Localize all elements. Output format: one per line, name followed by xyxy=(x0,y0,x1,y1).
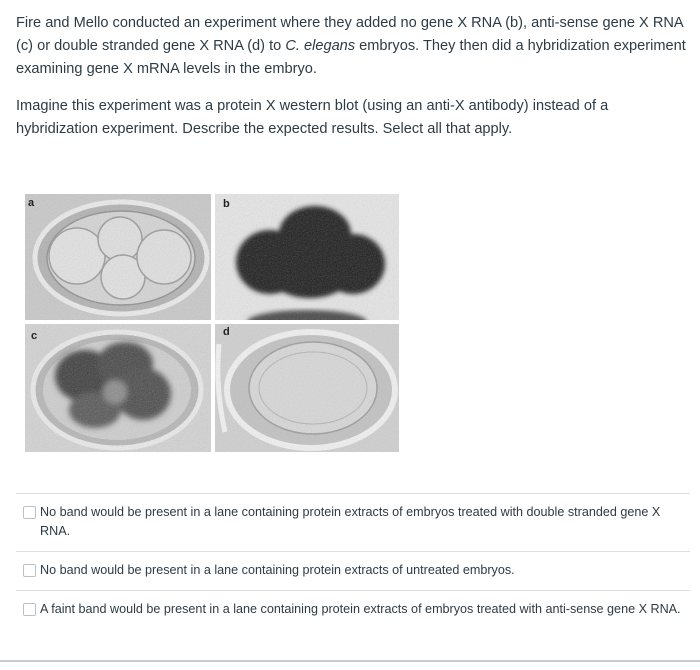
embryo-a-image xyxy=(25,194,211,320)
panel-label-c: c xyxy=(31,330,38,342)
panel-label-a: a xyxy=(28,197,35,209)
answer-label-2: No band would be present in a lane containing protein extracts of untreated embryos. xyxy=(40,563,515,577)
bottom-divider xyxy=(0,660,700,662)
embryo-d-image xyxy=(215,324,399,452)
answer-options xyxy=(16,493,690,629)
embryo-b-image xyxy=(215,194,399,320)
embryo-c-image xyxy=(25,324,211,452)
question-paragraph-1-part-a: Fire and Mello conducted an experiment where they added no gene X RNA (b), anti-sense gene X RNA (c) or double stranded gene X RNA (d) to xyxy=(16,15,683,54)
answer-checkbox-1[interactable] xyxy=(23,506,36,519)
embryo-panel-c xyxy=(25,324,211,452)
question-text xyxy=(16,12,688,155)
question-paragraph-1-part-b: embryos. They then did a hybridization experiment examining gene X mRNA levels in the embryo. xyxy=(16,38,686,77)
embryo-panel-a xyxy=(25,194,211,320)
answer-checkbox-2[interactable] xyxy=(23,564,36,577)
panel-label-b: b xyxy=(223,198,230,210)
question-paragraph-2: Imagine this experiment was a protein X western blot (using an anti-X antibody) instead of a hybridization experiment. Describe the expected results. Select all that apply. xyxy=(16,98,609,137)
embryo-panel-d xyxy=(215,324,399,452)
embryo-panel-b xyxy=(215,194,399,320)
answer-option-1[interactable] xyxy=(16,493,690,551)
answer-checkbox-3[interactable] xyxy=(23,603,36,616)
answer-option-2[interactable] xyxy=(16,551,690,590)
answer-label-3: A faint band would be present in a lane containing protein extracts of embryos treated with anti-sense gene X RNA. xyxy=(40,602,681,616)
species-name: C. elegans xyxy=(285,38,356,54)
answer-option-3[interactable] xyxy=(16,590,690,629)
answer-label-1: No band would be present in a lane containing protein extracts of embryos treated with double stranded gene X RNA. xyxy=(40,505,661,538)
question-paragraph-1 xyxy=(16,12,688,81)
panel-label-d: d xyxy=(223,326,230,338)
embryo-figure xyxy=(25,194,399,452)
